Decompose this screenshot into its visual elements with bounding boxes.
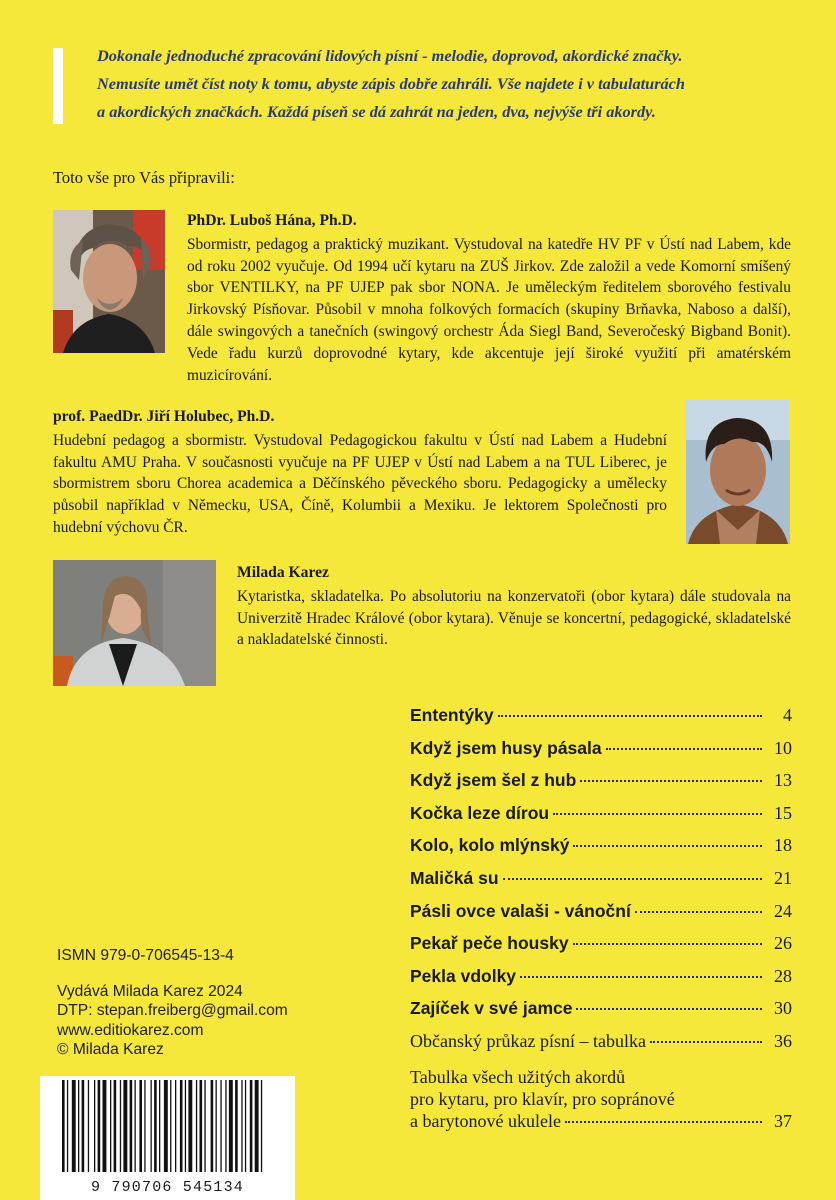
toc-item[interactable] — [410, 933, 792, 966]
barcode-bar — [62, 1080, 65, 1172]
barcode-bar — [200, 1080, 203, 1172]
toc-leader — [553, 813, 762, 815]
toc-leader — [576, 1008, 762, 1010]
toc-title: Maličká su — [410, 867, 499, 888]
toc-page: 26 — [774, 933, 792, 954]
toc-leader — [565, 1121, 762, 1123]
barcode-bar — [67, 1080, 68, 1172]
toc-leader — [635, 911, 762, 913]
toc-item[interactable] — [410, 998, 792, 1031]
toc-title: Kočka leze dírou — [410, 802, 550, 823]
dtp-contact: DTP: stepan.freiberg@gmail.com — [57, 1002, 288, 1019]
toc-page: 4 — [783, 705, 792, 725]
toc-title: Ententýky — [410, 705, 494, 725]
toc-title: Když jsem šel z hub — [410, 770, 577, 791]
table-of-contents — [410, 705, 792, 1132]
barcode-bar — [229, 1080, 233, 1172]
toc-page: 36 — [774, 1030, 792, 1051]
barcode-bar — [114, 1080, 117, 1172]
toc-leader — [573, 943, 762, 945]
author-name: prof. PaedDr. Jiří Holubec, Ph.D. — [53, 408, 275, 425]
barcode-bar — [250, 1080, 253, 1172]
toc-page: 18 — [774, 835, 792, 856]
toc-title: Pásli ovce valaši - vánoční — [410, 900, 631, 921]
prepared-by-heading: Toto vše pro Vás připravili: — [53, 168, 235, 187]
toc-title-line: Tabulka všech užitých akordů — [410, 1066, 626, 1087]
toc-item[interactable] — [410, 835, 792, 868]
barcode-bar — [144, 1080, 145, 1172]
author-name: PhDr. Luboš Hána, Ph.D. — [187, 212, 357, 229]
toc-title: Kolo, kolo mlýnský — [410, 835, 570, 856]
barcode-bar — [151, 1080, 152, 1172]
toc-title-line: a barytonové ukulele — [410, 1110, 561, 1131]
toc-item[interactable] — [410, 738, 792, 771]
toc-page: 15 — [774, 802, 792, 823]
barcode-bar — [175, 1080, 176, 1172]
barcode-bar — [188, 1080, 192, 1172]
intro-line: Nemusíte umět číst noty k tomu, abyste zápis dobře zahráli. Vše najdete i v tabulaturách — [97, 74, 685, 93]
toc-title: Když jsem husy pásala — [410, 737, 602, 758]
barcode-bar — [88, 1080, 89, 1172]
toc-item[interactable] — [410, 1066, 792, 1132]
author-bio-text: Hudební pedagog a sbormistr. Vystudoval Pedagogickou fakultu v Ústí nad Labem a Hudební fakultu AMU Praha. V současnosti vyučuje na PF UJEP v Ústí nad Labem a na TUL Liberec, je sbormistrem sboru Chorea academica a Děčínského pěveckého sboru. Pedagogicky a umělecky působil například v Německu, USA, Číně, Kolumbii a Mexiku. Je lektorem Společnosti pro hudební výchovu ČR. — [53, 431, 667, 536]
barcode-bar — [110, 1080, 111, 1172]
author-photo-hana — [53, 210, 165, 353]
author-photo-holubec — [686, 400, 790, 544]
publisher: Vydává Milada Karez 2024 — [57, 982, 243, 1000]
toc-title-line: pro kytaru, pro klavír, pro sopránové — [410, 1088, 675, 1109]
barcode-bar — [225, 1080, 226, 1172]
toc-title: Pekla vdolky — [410, 965, 517, 986]
toc-leader — [580, 780, 762, 782]
barcode-bar — [164, 1080, 168, 1172]
barcode-bar — [216, 1080, 217, 1172]
toc-page: 21 — [774, 867, 792, 888]
toc-page: 24 — [774, 900, 792, 921]
toc-page: 30 — [774, 998, 792, 1019]
barcode-bar — [261, 1080, 262, 1172]
barcode-bar — [120, 1080, 121, 1172]
toc-leader — [520, 976, 762, 978]
barcode-bar — [72, 1080, 76, 1172]
toc-item[interactable] — [410, 803, 792, 836]
intro-accent-bar — [53, 48, 63, 124]
barcode-bar — [135, 1080, 136, 1172]
barcode-bar — [159, 1080, 160, 1172]
barcode — [40, 1076, 295, 1200]
intro-text — [97, 42, 797, 126]
barcode-bar — [98, 1080, 101, 1172]
ismn: ISMN 979-0-706545-13-4 — [57, 947, 234, 964]
toc-item[interactable] — [410, 705, 792, 738]
barcode-bar — [245, 1080, 246, 1172]
toc-page: 10 — [774, 737, 792, 758]
barcode-bars — [62, 1076, 273, 1174]
toc-title: Pekař peče housky — [410, 933, 569, 954]
barcode-bar — [139, 1080, 142, 1172]
website: www.editiokarez.com — [57, 1021, 204, 1039]
barcode-bar — [170, 1080, 171, 1172]
barcode-bar — [211, 1080, 214, 1172]
barcode-bar — [123, 1080, 127, 1172]
intro-line: Dokonale jednoduché zpracování lidových písní - melodie, doprovod, akordické značky. — [97, 46, 683, 65]
intro-line: a akordických značkách. Každá píseň se dá zahrát na jeden, dva, nejvýše tři akordy. — [97, 102, 656, 121]
toc-leader — [503, 878, 762, 880]
toc-leader — [498, 715, 762, 717]
barcode-bar — [82, 1080, 85, 1172]
barcode-bar — [180, 1080, 183, 1172]
toc-leader — [573, 845, 762, 847]
copyright: © Milada Karez — [57, 1041, 164, 1058]
toc-item[interactable] — [410, 770, 792, 803]
barcode-bar — [196, 1080, 197, 1172]
toc-item[interactable] — [410, 901, 792, 934]
barcode-bar — [220, 1080, 221, 1172]
colophon — [57, 946, 288, 1060]
toc-item[interactable] — [410, 868, 792, 901]
author-photo-karez — [53, 560, 216, 686]
toc-item[interactable] — [410, 1031, 792, 1064]
toc-title: Zajíček v své jamce — [410, 998, 573, 1019]
barcode-bar — [235, 1080, 238, 1172]
barcode-bar — [255, 1080, 259, 1172]
barcode-digits: 9 790706 545134 — [90, 1179, 245, 1196]
author-bio-karez — [237, 562, 791, 651]
author-name: Milada Karez — [237, 564, 329, 581]
barcode-bar — [204, 1080, 205, 1172]
toc-title: Občanský průkaz písní – tabulka — [410, 1030, 646, 1051]
toc-leader — [650, 1041, 762, 1043]
author-bio-text: Kytaristka, skladatelka. Po absolutoriu na konzervatoři (obor kytara) dále studovala na Univerzitě Hradec Králové (obor kytara). Věnuje se koncertní, pedagogické, skladatelské a nakladatelské činnosti. — [237, 587, 791, 649]
barcode-bar — [103, 1080, 107, 1172]
author-bio-holubec — [53, 406, 667, 539]
barcode-bar — [241, 1080, 242, 1172]
barcode-bar — [130, 1080, 133, 1172]
toc-leader — [606, 748, 762, 750]
barcode-bar — [185, 1080, 186, 1172]
barcode-bar — [94, 1080, 95, 1172]
toc-page: 13 — [774, 770, 792, 791]
author-bio-text: Sbormistr, pedagog a praktický muzikant. Vystudoval na katedře HV PF v Ústí nad Labem, kde od roku 2002 vyučuje. Od 1994 učí kytaru na ZUŠ Jirkov. Zde založil a vede Komorní smíšený sbor VENTILKY, na PF UJEP pak sbor NONA. Je uměleckým ředitelem sborového festivalu Jirkovský Písňovar. Působil v mnoha folkových formacích (skupiny Brňavka, Naboso a další), dále swingových a tanečních (swingový orchestr Áda Siegl Band, Severočeský Bigband Bonit). Vede řadu kurzů doprovodné kytary, kde akcentuje její široké využití při amatérském muzicírování. — [187, 235, 791, 384]
toc-page: 37 — [774, 1110, 792, 1131]
barcode-bar — [78, 1080, 79, 1172]
toc-item[interactable] — [410, 966, 792, 999]
toc-page: 28 — [774, 965, 792, 986]
barcode-bar — [154, 1080, 157, 1172]
author-bio-hana — [187, 210, 791, 386]
